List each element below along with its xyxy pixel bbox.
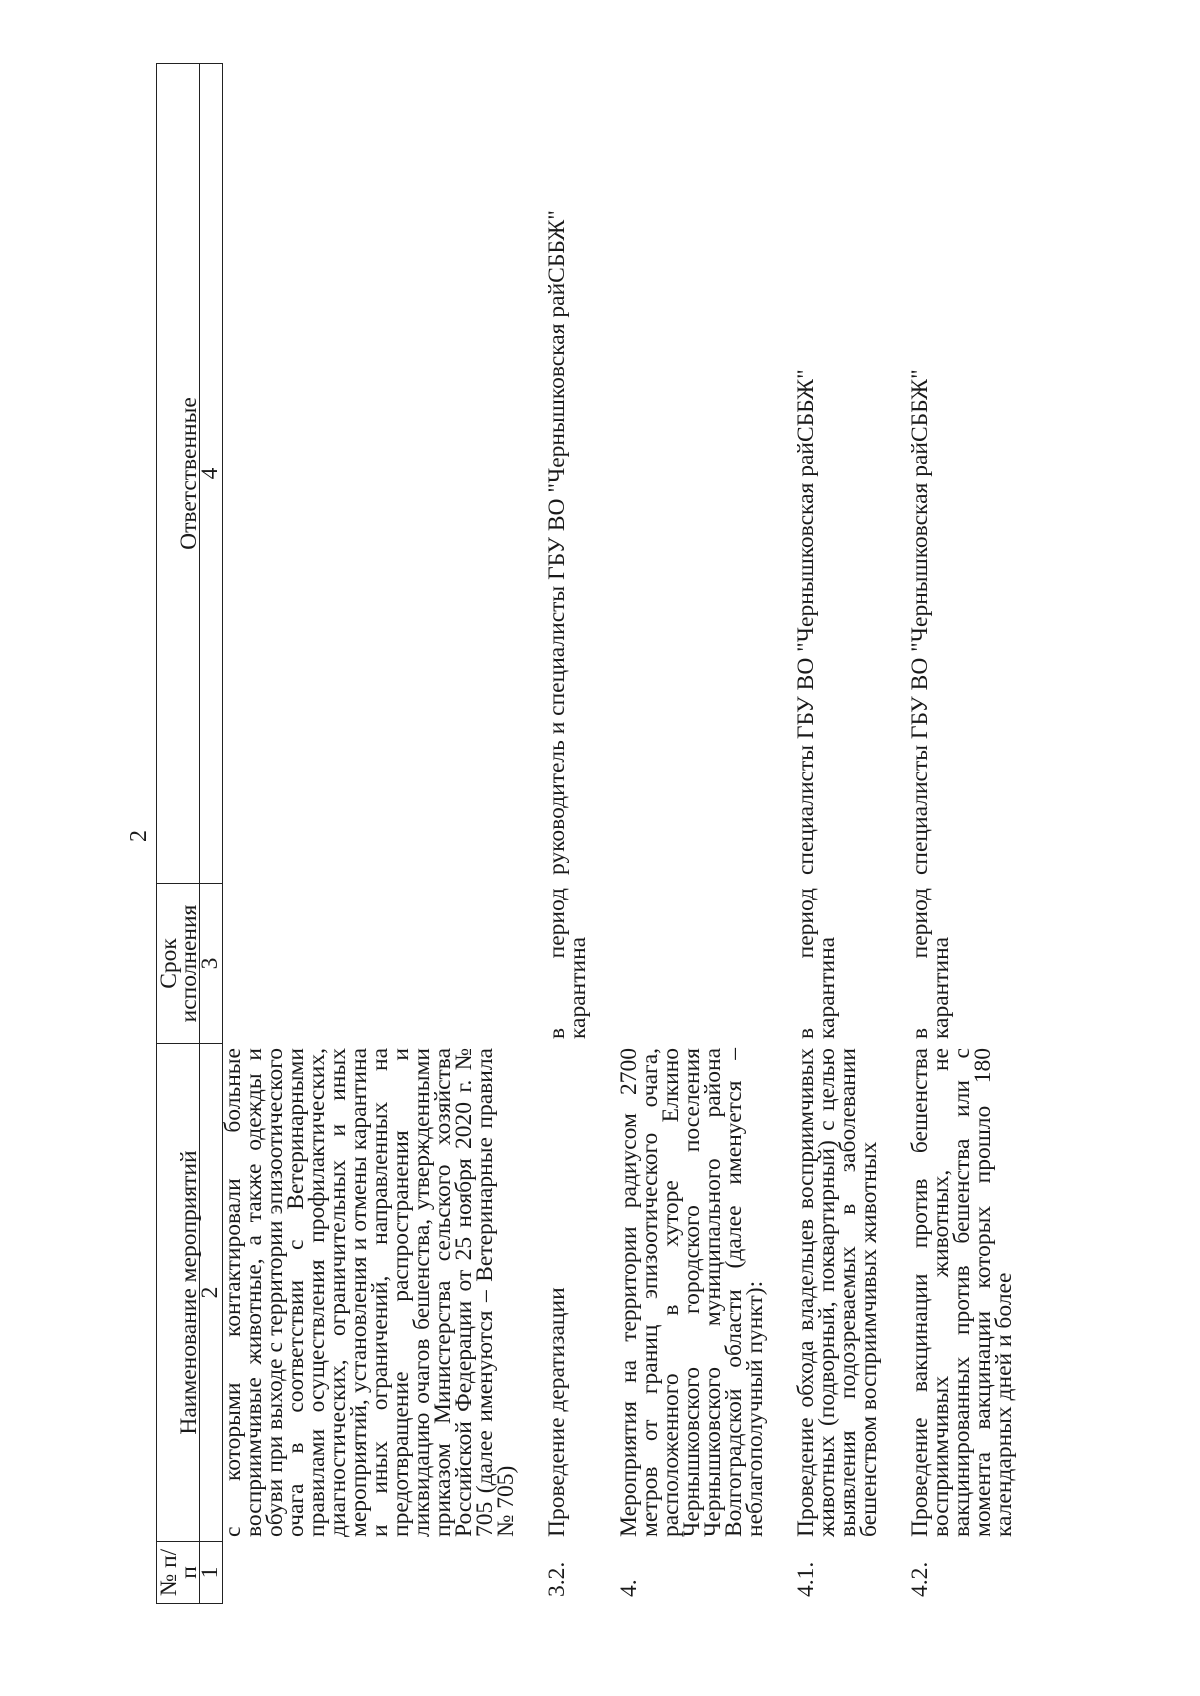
table-row — [223, 64, 518, 1604]
row-responsible — [619, 64, 766, 884]
row-name: Проведение вакцинации против бешенства восприимчивых животных, не вакцинированных против бешенства или с момента вакцинации которых прошло 180 календарных дней и более — [907, 1048, 1017, 1537]
column-number: 2 — [200, 1044, 223, 1542]
row-term: в период карантина — [907, 888, 954, 1039]
row-name: Проведение дератизации — [544, 1287, 570, 1537]
header-num: № п/п — [157, 1542, 200, 1604]
column-number: 4 — [200, 64, 223, 884]
header-name: Наименование мероприятий — [157, 1044, 200, 1542]
row-responsible: руководитель и специалисты ГБУ ВО "Чернышковская райСББЖ" — [544, 210, 570, 875]
table-row — [619, 64, 766, 1604]
column-number: 3 — [200, 884, 223, 1044]
table-row — [547, 64, 589, 1604]
row-responsible: специалисты ГБУ ВО "Чернышковская райСББЖ" — [907, 369, 933, 875]
row-number: 4. — [616, 1579, 642, 1597]
row-name: Проведение обхода владельцев восприимчивых животных (подворный, поквартирный) с целью выявления подозреваемых в заболевании бешенством восприимчивых животных — [793, 1048, 882, 1537]
row-number: 4.2. — [907, 1561, 933, 1597]
rotated-landscape-content — [112, 64, 1112, 1604]
measures-table — [156, 63, 1015, 1604]
row-term: в период карантина — [544, 888, 591, 1039]
row-number — [223, 1542, 518, 1604]
column-number: 1 — [200, 1542, 223, 1604]
row-term: в период карантина — [793, 888, 840, 1039]
table-row — [910, 64, 1015, 1604]
row-name: с которыми контактировали больные восприимчивые животные, а также одежды и обуви при выходе с территории эпизоотического очага в соответствии с Ветеринарными правилами осуществления профилактических, диагностических, ограничительных и иных мероприятий, установления и отмены карантина и иных ограничений, направленных на предотвращение распространения и ликвидацию очагов бешенства, утвержденными приказом Министерства сельского хозяйства Российской Федерации от 25 ноября 2020 г. № 705 (далее именуются – Ветеринарные правила № 705) — [220, 1048, 519, 1537]
row-number: 3.2. — [544, 1561, 570, 1597]
header-responsible: Ответственные — [157, 64, 200, 884]
row-name: Мероприятия на территории радиусом 2700 метров от границ эпизоотического очага, расположенного в хуторе Елкино Чернышковского городского поселения Чернышковского муниципального района Волгоградской области (далее именуется – неблагополучный пункт): — [616, 1048, 768, 1537]
table-header-row — [157, 64, 200, 1604]
table-row — [796, 64, 880, 1604]
header-term: Срок исполнения — [157, 884, 200, 1044]
row-term — [223, 884, 518, 1044]
row-number: 4.1. — [793, 1561, 819, 1597]
row-term — [619, 884, 766, 1044]
row-responsible: специалисты ГБУ ВО "Чернышковская райСББЖ" — [793, 369, 819, 875]
page-number: 2 — [126, 830, 152, 842]
row-responsible — [223, 64, 518, 884]
